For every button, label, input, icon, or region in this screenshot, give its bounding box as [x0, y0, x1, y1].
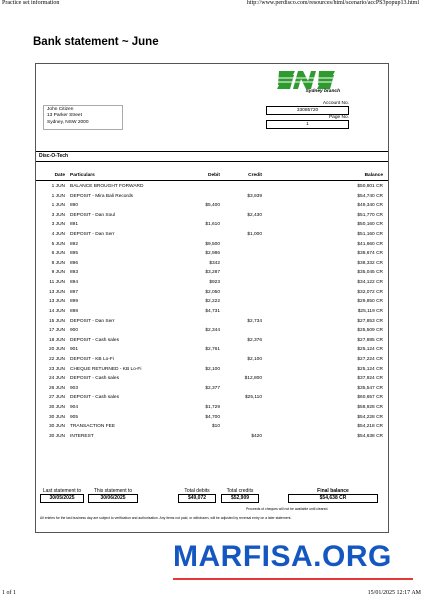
customer-street: 13 Parker Street	[47, 113, 82, 119]
row-balance: $38,674 CR	[357, 251, 383, 257]
table-body	[36, 182, 388, 441]
table-row	[36, 355, 388, 365]
last-statement-date: 30/05/2025	[40, 494, 84, 503]
row-date: 6 JUN	[51, 251, 65, 257]
row-particulars: DEPOSIT - Dan Serr	[70, 232, 115, 238]
row-date: 22 JUN	[49, 356, 65, 362]
row-date: 18 JUN	[49, 337, 65, 343]
row-particulars: 895	[70, 251, 79, 257]
row-balance: $51,770 CR	[357, 212, 383, 218]
row-date: 26 JUN	[49, 385, 65, 391]
row-credit: $2,376	[247, 337, 262, 343]
table-row	[36, 422, 388, 432]
last-statement-label: Last statement to	[42, 488, 82, 494]
row-debit: $2,761	[205, 347, 220, 353]
watermark-logo: MARFISA.ORG	[173, 540, 392, 573]
row-particulars: 892	[70, 241, 79, 247]
row-date: 17 JUN	[49, 328, 65, 334]
row-date: 30 JUN	[49, 433, 65, 439]
row-debit: $2,222	[205, 299, 220, 305]
account-name: Disc-O-Tech	[39, 153, 69, 159]
transactions-table	[36, 172, 388, 441]
account-name-bar	[36, 151, 388, 162]
row-date: 8 JUN	[51, 260, 65, 266]
table-row	[36, 259, 388, 269]
table-row	[36, 393, 388, 403]
table-row	[36, 201, 388, 211]
col-date: Date	[54, 173, 65, 178]
row-balance: $50,160 CR	[357, 222, 383, 228]
table-row	[36, 326, 388, 336]
row-debit: $10	[211, 424, 220, 430]
watermark-underline	[173, 578, 413, 580]
row-date: 20 JUN	[49, 347, 65, 353]
row-date: 24 JUN	[49, 376, 65, 382]
row-date: 4 JUN	[51, 232, 65, 238]
browser-footer-page: 1 of 1	[2, 590, 16, 596]
row-particulars: DEPOSIT - Cash sales	[70, 337, 119, 343]
row-balance: $29,850 CR	[357, 299, 383, 305]
row-particulars: 905	[70, 414, 79, 420]
row-debit: $3,287	[205, 270, 220, 276]
bank-branch: Sydney branch	[305, 89, 340, 94]
table-row	[36, 211, 388, 221]
row-date: 27 JUN	[49, 395, 65, 401]
row-particulars: 893	[70, 270, 79, 276]
customer-city: Sydney, NSW 2000	[47, 119, 89, 125]
row-particulars: 897	[70, 289, 79, 295]
table-row	[36, 220, 388, 230]
row-date: 11 JUN	[49, 280, 65, 286]
row-balance: $51,160 CR	[357, 232, 383, 238]
row-particulars: BALANCE BROUGHT FORWARD	[70, 184, 144, 189]
row-balance: $34,122 CR	[357, 280, 383, 286]
row-balance: $58,928 CR	[357, 405, 383, 411]
table-row	[36, 192, 388, 202]
row-particulars: 896	[70, 260, 79, 266]
table-row	[36, 278, 388, 288]
table-row	[36, 317, 388, 327]
row-particulars: CHEQUE RETURNED - KB Lo-Fi	[70, 366, 142, 372]
row-particulars: 891	[70, 222, 79, 228]
row-particulars: INTEREST	[70, 433, 94, 439]
row-balance: $27,885 CR	[357, 337, 383, 343]
account-info	[266, 101, 349, 129]
row-date: 5 JUN	[51, 241, 65, 247]
row-balance: $27,853 CR	[357, 318, 383, 324]
row-particulars: DEPOSIT - Cash sales	[70, 376, 119, 382]
row-balance: $38,332 CR	[357, 260, 383, 266]
last-statement	[40, 488, 84, 503]
this-statement-label: This statement to	[93, 488, 133, 494]
table-row	[36, 288, 388, 298]
table-row	[36, 307, 388, 317]
row-balance: $25,119 CR	[357, 308, 383, 314]
row-particulars: 900	[70, 328, 79, 334]
customer-name: John Citizen	[47, 107, 74, 112]
total-debits-value: $49,072	[178, 494, 216, 503]
browser-header-url[interactable]: http://www.perdisco.com/resources/html/scenario/accPS3popup13.html	[246, 0, 419, 6]
table-row	[36, 240, 388, 250]
row-debit: $9,500	[205, 241, 220, 247]
table-row	[36, 182, 388, 192]
row-debit: $923	[209, 280, 220, 286]
final-balance-label: Final balance	[317, 488, 349, 494]
row-credit: $25,110	[245, 395, 262, 401]
table-row	[36, 230, 388, 240]
row-particulars: 898	[70, 308, 79, 314]
table-row	[36, 384, 388, 394]
row-particulars: 899	[70, 299, 79, 305]
total-credits	[221, 488, 259, 503]
table-row	[36, 413, 388, 423]
row-balance: $25,124 CR	[357, 347, 383, 353]
row-date: 1 JUN	[51, 193, 65, 199]
row-balance: $35,547 CR	[357, 385, 383, 391]
row-particulars: TRANSACTION FEE	[70, 424, 116, 430]
row-credit: $12,800	[244, 376, 262, 382]
final-balance-value: $54,638 CR	[288, 494, 378, 503]
row-date: 13 JUN	[49, 299, 65, 305]
row-date: 14 JUN	[49, 308, 65, 314]
table-row	[36, 374, 388, 384]
browser-header-left: Practice set information	[2, 0, 60, 6]
total-credits-value: $52,909	[221, 494, 259, 503]
row-debit: $2,344	[205, 328, 220, 334]
row-particulars: 901	[70, 347, 79, 353]
row-particulars: 890	[70, 203, 79, 209]
row-debit: $1,729	[205, 405, 220, 411]
row-debit: $2,100	[205, 366, 220, 372]
table-row	[36, 403, 388, 413]
col-credit: Credit	[248, 173, 262, 178]
row-date: 3 JUN	[51, 212, 65, 218]
row-date: 3 JUN	[51, 222, 65, 228]
row-balance: $25,509 CR	[357, 328, 383, 334]
row-debit: $1,610	[205, 222, 220, 228]
account-no-label: Account No.	[322, 101, 349, 106]
row-credit: $1,000	[247, 232, 262, 238]
table-row	[36, 336, 388, 346]
table-header	[36, 172, 388, 181]
row-balance: $25,124 CR	[357, 366, 383, 372]
account-no: 33085720	[266, 106, 349, 115]
row-credit: $420	[251, 433, 262, 439]
page-no-label: Page No.	[328, 115, 349, 120]
row-date: 15 JUN	[49, 318, 65, 324]
bank-statement-sheet	[35, 63, 389, 533]
col-particulars: Particulars	[70, 173, 95, 178]
row-date: 23 JUN	[49, 366, 65, 372]
total-debits-label: Total debits	[184, 488, 210, 494]
total-credits-label: Total credits	[226, 488, 254, 494]
row-particulars: DEPOSIT - KB Lo-Fi	[70, 356, 114, 362]
row-particulars: DEPOSIT - Mira Bali Records	[70, 193, 134, 199]
row-balance: $54,228 CR	[357, 414, 383, 420]
customer-address	[43, 105, 123, 130]
total-debits	[178, 488, 216, 503]
row-credit: $2,100	[247, 356, 262, 362]
row-date: 30 JUN	[49, 424, 65, 430]
table-row	[36, 249, 388, 259]
row-debit: $5,400	[205, 203, 220, 209]
row-date: 1 JUN	[51, 184, 65, 189]
row-debit: $342	[209, 260, 220, 266]
row-debit: $2,050	[205, 289, 220, 295]
row-particulars: 903	[70, 385, 79, 391]
row-date: 30 JUN	[49, 414, 65, 420]
row-date: 9 JUN	[51, 270, 65, 276]
row-balance: $35,045 CR	[357, 270, 383, 276]
row-balance: $54,218 CR	[357, 424, 383, 430]
row-particulars: DEPOSIT - Dan Serr	[70, 318, 115, 324]
row-balance: $32,072 CR	[357, 289, 383, 295]
row-date: 30 JUN	[49, 405, 65, 411]
col-debit: Debit	[208, 173, 220, 178]
row-debit: $2,377	[205, 385, 220, 391]
row-particulars: 894	[70, 280, 79, 286]
row-credit: $2,734	[247, 318, 262, 324]
row-particulars: 904	[70, 405, 79, 411]
this-statement	[88, 488, 138, 503]
final-balance	[288, 488, 378, 503]
entries-note: All entries for the last business day are subject to verification and authorisation. Any items not paid, or withdrawn, will be adjusted by reversal entry on a later statement.	[40, 516, 292, 520]
this-statement-date: 30/06/2025	[88, 494, 138, 503]
row-balance: $49,340 CR	[357, 203, 383, 209]
table-row	[36, 432, 388, 442]
row-particulars: DEPOSIT - Cash sales	[70, 395, 119, 401]
bank-logo	[277, 69, 337, 91]
row-debit: $2,986	[205, 251, 220, 257]
row-debit: $4,700	[205, 414, 220, 420]
browser-footer-timestamp: 15/01/2025 12:17 AM	[367, 590, 421, 596]
table-row	[36, 345, 388, 355]
col-balance: Balance	[364, 173, 383, 178]
row-credit: $3,939	[247, 193, 262, 199]
row-date: 1 JUN	[51, 203, 65, 209]
page-no: 1	[266, 120, 349, 129]
row-credit: $2,430	[247, 212, 262, 218]
row-balance: $41,660 CR	[357, 241, 383, 247]
row-balance: $54,740 CR	[357, 193, 383, 199]
table-row	[36, 297, 388, 307]
table-row	[36, 365, 388, 375]
row-balance: $50,801 CR	[357, 184, 383, 189]
row-balance: $54,638 CR	[357, 433, 383, 439]
row-balance: $27,224 CR	[357, 356, 383, 362]
cheque-note: Proceeds of cheques will not be available until cleared.	[246, 507, 329, 511]
row-particulars: DEPOSIT - Dan Soul	[70, 212, 115, 218]
row-debit: $4,731	[205, 308, 220, 314]
row-date: 13 JUN	[49, 289, 65, 295]
page-title: Bank statement ~ June	[33, 36, 159, 48]
row-balance: $60,657 CR	[357, 395, 383, 401]
table-row	[36, 268, 388, 278]
row-balance: $37,924 CR	[357, 376, 383, 382]
